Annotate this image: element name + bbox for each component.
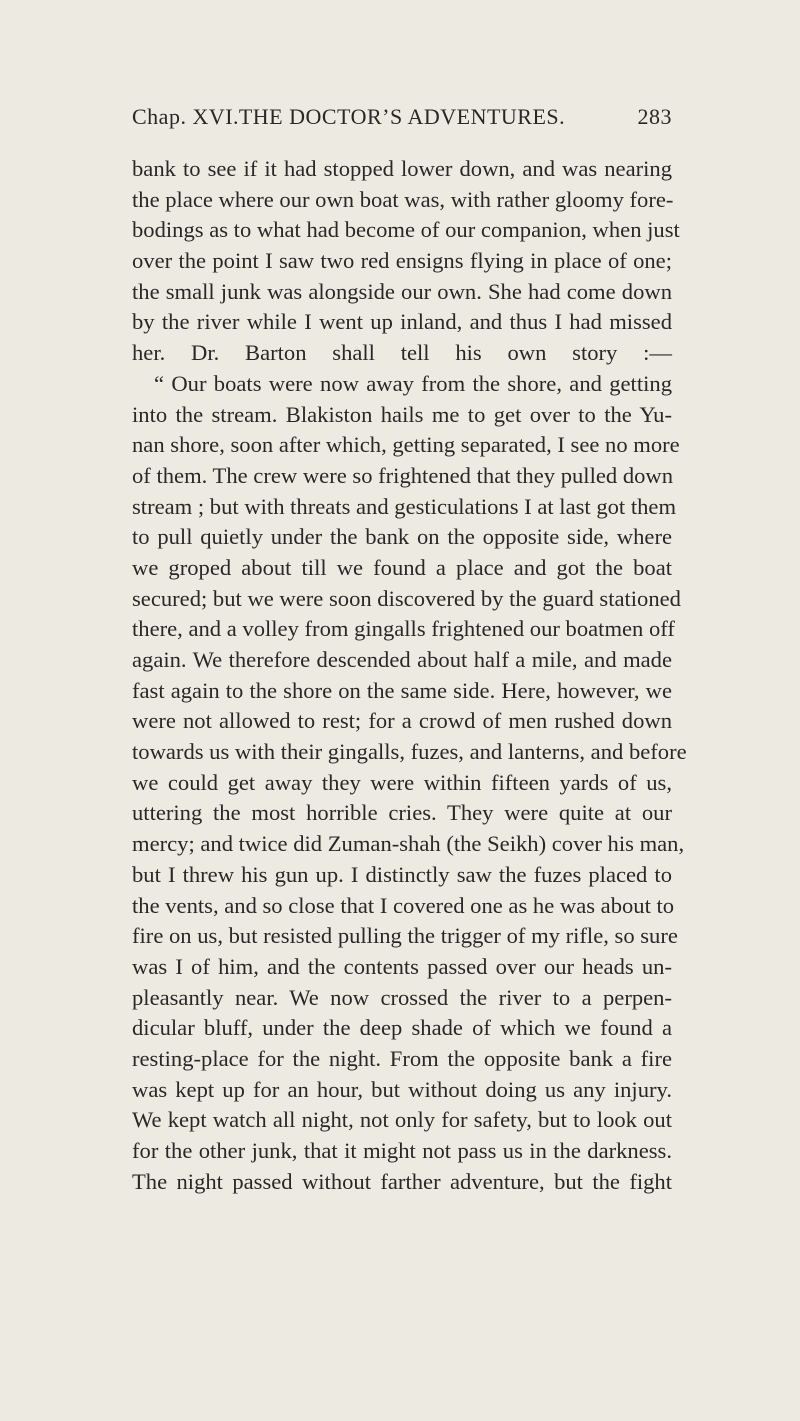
text-line: by the river while I went up inland, and thus I had missed bbox=[132, 309, 672, 335]
text-line: over the point I saw two red ensigns flying in place of one; bbox=[132, 248, 672, 274]
text-line: we groped about till we found a place and got the boat bbox=[132, 554, 672, 580]
text-line: the vents, and so close that I covered one as he was about to bbox=[132, 892, 675, 918]
text-line: but I threw his gun up. I distinctly saw the fuzes placed to bbox=[132, 861, 672, 887]
text-line: mercy; and twice did Zuman-shah (the Seikh) cover his man, bbox=[132, 831, 685, 857]
text-line: “ Our boats were now away from the shore, and getting bbox=[154, 370, 672, 396]
text-line: resting-place for the night. From the opposite bank a fire bbox=[132, 1045, 672, 1071]
text-line: was kept up for an hour, but without doing us any injury. bbox=[132, 1076, 672, 1102]
text-line: the place where our own boat was, with rather gloomy fore- bbox=[132, 186, 674, 212]
text-line: dicular bluff, under the deep shade of which we found a bbox=[132, 1015, 672, 1041]
text-line: was I of him, and the contents passed over our heads un- bbox=[132, 953, 672, 979]
text-line: we could get away they were within fifteen yards of us, bbox=[132, 769, 672, 795]
text-line: nan shore, soon after which, getting separated, I see no more bbox=[132, 432, 680, 458]
text-line: stream ; but with threats and gesticulations I at last got them bbox=[132, 493, 677, 519]
running-head bbox=[132, 104, 672, 134]
text-line: fire on us, but resisted pulling the trigger of my rifle, so sure bbox=[132, 923, 678, 949]
text-line: bodings as to what had become of our companion, when just bbox=[132, 217, 680, 243]
running-title: THE DOCTOR’S ADVENTURES. bbox=[238, 104, 566, 129]
text-line: towards us with their gingalls, fuzes, and lanterns, and before bbox=[132, 739, 687, 765]
text-line: into the stream. Blakiston hails me to get over to the Yu- bbox=[132, 401, 672, 427]
page-number: 283 bbox=[637, 104, 672, 129]
text-line: the small junk was alongside our own. She had come down bbox=[132, 278, 672, 304]
text-line: uttering the most horrible cries. They were quite at our bbox=[132, 800, 672, 826]
text-line: her. Dr. Barton shall tell his own story :— bbox=[132, 340, 672, 366]
text-line: again. We therefore descended about half a mile, and made bbox=[132, 647, 672, 672]
text-line: The night passed without farther adventure, but the fight bbox=[132, 1168, 672, 1194]
text-line: pleasantly near. We now crossed the river to a perpen- bbox=[132, 984, 672, 1010]
chapter-label: Chap. XVI. bbox=[132, 104, 240, 129]
text-line: for the other junk, that it might not pass us in the darkness. bbox=[132, 1138, 672, 1163]
text-line: secured; but we were soon discovered by the guard stationed bbox=[132, 585, 681, 611]
text-line: there, and a volley from gingalls frightened our boatmen off bbox=[132, 616, 675, 642]
text-line: were not allowed to rest; for a crowd of men rushed down bbox=[132, 708, 672, 734]
text-line: to pull quietly under the bank on the opposite side, where bbox=[132, 524, 672, 550]
text-line: We kept watch all night, not only for safety, but to look out bbox=[132, 1107, 672, 1133]
text-line: fast again to the shore on the same side. Here, however, we bbox=[132, 677, 672, 703]
body-text bbox=[132, 154, 687, 1197]
text-line: of them. The crew were so frightened that they pulled down bbox=[132, 462, 674, 488]
text-line: bank to see if it had stopped lower down, and was nearing bbox=[132, 156, 672, 181]
